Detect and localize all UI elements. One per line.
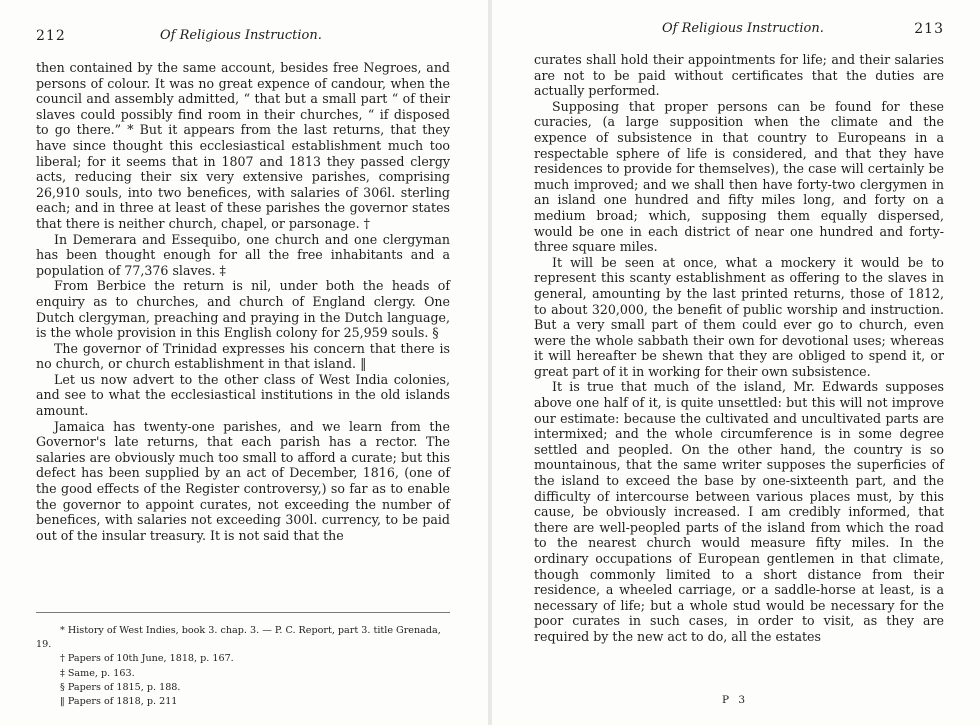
paragraph: The governor of Trinidad expresses his concern that there is no church, or church establishment in that island. ‖ [36,340,450,372]
right-page [492,0,980,725]
paragraph: Jamaica has twenty-one parishes, and we learn from the Governor's late returns, that each parish has a rector. The salaries are obviously much too small to afford a curate; but this defect has been supplied by an act of December, 1816, (one of the good effects of the Register controversy,) so far as to enable the governor to appoint curates, not exceeding the number of benefices, with salaries not exceeding 300l. currency, to be paid out of the insular treasury. It is not said that the [36,418,450,543]
footnote: § Papers of 1815, p. 188. [60,681,181,693]
running-head-left: Of Religious Instruction. [160,28,322,43]
footnote-divider [36,612,450,613]
paragraph: then contained by the same account, besides free Negroes, and persons of colour. It was no great expence of candour, when the council and assembly admitted, “ that but a small part “ of their slaves could possibly find room in their churches, “ if disposed to go there.” * But it appears from the last returns, that they have since thought this ecclesiastical establishment much too liberal; for it seems that in 1807 and 1813 they passed clergy acts, reducing their six very extensive parishes, comprising 26,910 souls, into two benefices, with salaries of 306l. sterling each; and in three at least of these parishes the governor states that there is neither church, chapel, or parsonage. † [36,60,450,231]
right-page-header [534,0,944,44]
left-page [0,0,488,725]
footnotes [36,624,450,709]
paragraph: It will be seen at once, what a mockery it would be to represent this scanty establishment as offering to the slaves in general, amounting by the last printed returns, those of 1812, to about 320,000, the benefit of public worship and instruction. But a very small part of them could ever go to church, even were the whole sabbath their own for devotional uses; whereas it will hereafter be shewn that they are obliged to spend it, or great part of it in working for their own subsistence. [534,254,944,379]
page-number-right: 213 [914,21,944,37]
paragraph: It is true that much of the island, Mr. Edwards supposes above one half of it, is quite unsettled: but this will not improve our estimate: because the cultivated and uncultivated parts are intermixed; and the whole circumference is in some degree settled and peopled. On the other hand, the country is so mountainous, that the same writer supposes the superficies of the island to exceed the base by one-sixteenth part, and the difficulty of intercourse between various places must, by this cause, be obviously increased. I am credibly informed, that there are well-peopled parts of the island from which the road to the nearest church would measure fifty miles. In the ordinary occupations of European gentlemen in that climate, though commonly limited to a short distance from their residence, a wheeled carriage, or a saddle-horse at least, is a necessary of life; but a whole stud would be necessary for the poor curates in such cases, in order to visit, as they are required by the new act to do, all the estates [534,379,944,644]
footnote: ‡ Same, p. 163. [60,667,135,679]
running-head-right: Of Religious Instruction. [662,21,824,36]
right-page-body [534,52,944,645]
signature-mark: P 3 [722,694,749,706]
page-number-left: 212 [36,28,66,44]
paragraph: Let us now advert to the other class of West India colonies, and see to what the ecclesiastical institutions in the old islands amount. [36,371,450,419]
footnote: ‖ Papers of 1818, p. 211 [60,696,178,708]
paragraph: curates shall hold their appointments for life; and their salaries are not to be paid without certificates that the duties are actually performed. [534,52,944,99]
footnote: † Papers of 10th June, 1818, p. 167. [60,653,234,665]
footnote: * History of West Indies, book 3. chap. 3. — P. C. Report, part 3. title Grenada, 19. [36,625,441,651]
paragraph: From Berbice the return is nil, under both the heads of enquiry as to churches, and church of England clergy. One Dutch clergyman, preaching and praying in the Dutch language, is the whole provision in this English colony for 25,959 souls. § [36,278,450,341]
paragraph: In Demerara and Essequibo, one church and one clergyman has been thought enough for all the free inhabitants and a population of 77,376 slaves. ‡ [36,231,450,278]
left-page-body [36,60,450,543]
left-page-header [36,0,450,44]
paragraph: Supposing that proper persons can be found for these curacies, (a large supposition when the climate and the expence of subsistence in that country to Europeans in a respectable sphere of life is considered, and that they have residences to provide for themselves), the case will certainly be much improved; and we shall then have forty-two clergymen in an island one hundred and fifty miles long, and forty on a medium broad; which, supposing them equally dispersed, would be one in each district of near one hundred and forty-three square miles. [534,98,944,255]
